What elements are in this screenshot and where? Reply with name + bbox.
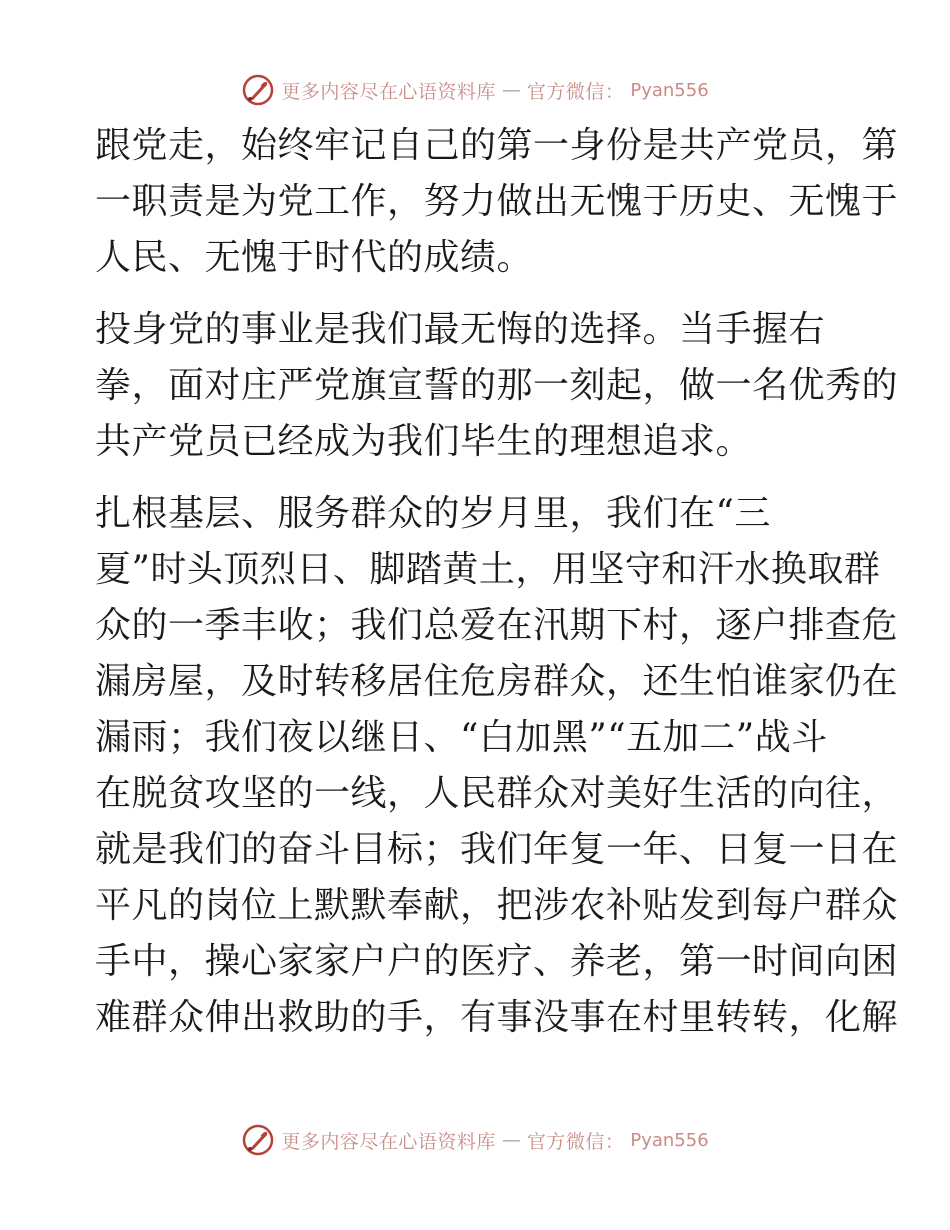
text-line: 一职责是为党工作，努力做出无愧于历史、无愧于 <box>95 181 899 222</box>
text-line: 人民、无愧于时代的成绩。 <box>95 237 534 278</box>
feather-pen-logo-icon <box>241 73 275 107</box>
text-line: 投身党的事业是我们最无悔的选择。当手握右 <box>95 309 826 350</box>
watermark-site-text: 更多内容尽在心语资料库 <box>281 1130 496 1153</box>
watermark-separator: — <box>501 79 521 101</box>
paragraph <box>95 486 899 1046</box>
text-line: 扎根基层、服务群众的岁月里，我们在“三 <box>95 493 771 534</box>
watermark-contact-label: 官方微信： <box>526 1130 625 1153</box>
text-line: 跟党走，始终牢记自己的第一身份是共产党员，第 <box>95 125 899 166</box>
feather-pen-logo-icon <box>241 1123 275 1157</box>
text-line: 就是我们的奋斗目标；我们年复一年、日复一日在 <box>95 829 899 870</box>
text-line: 在脱贫攻坚的一线，人民群众对美好生活的向往， <box>95 773 899 814</box>
text-line: 漏雨；我们夜以继日、“白加黑”“五加二”战斗 <box>95 717 828 758</box>
watermark-separator: — <box>501 1129 521 1151</box>
watermark-site-text: 更多内容尽在心语资料库 <box>281 80 496 103</box>
paragraph <box>95 118 899 286</box>
text-line: 平凡的岗位上默默奉献，把涉农补贴发到每户群众 <box>95 885 899 926</box>
watermark-contact-id: Pyan556 <box>630 1129 709 1151</box>
text-line: 漏房屋，及时转移居住危房群众，还生怕谁家仍在 <box>95 661 899 702</box>
text-line: 拳，面对庄严党旗宣誓的那一刻起，做一名优秀的 <box>95 365 899 406</box>
header-watermark <box>0 70 950 110</box>
text-line: 共产党员已经成为我们毕生的理想追求。 <box>95 421 753 462</box>
text-line: 难群众伸出救助的手，有事没事在村里转转，化解 <box>95 997 899 1038</box>
document-body <box>95 118 899 1046</box>
text-line: 夏”时头顶烈日、脚踏黄土，用坚守和汗水换取群 <box>95 549 881 590</box>
watermark-contact-id: Pyan556 <box>630 79 709 101</box>
text-line: 手中，操心家家户户的医疗、养老，第一时间向困 <box>95 941 899 982</box>
footer-watermark <box>0 1120 950 1160</box>
paragraph <box>95 302 899 470</box>
watermark-contact-label: 官方微信： <box>526 80 625 103</box>
text-line: 众的一季丰收；我们总爱在汛期下村，逐户排查危 <box>95 605 899 646</box>
